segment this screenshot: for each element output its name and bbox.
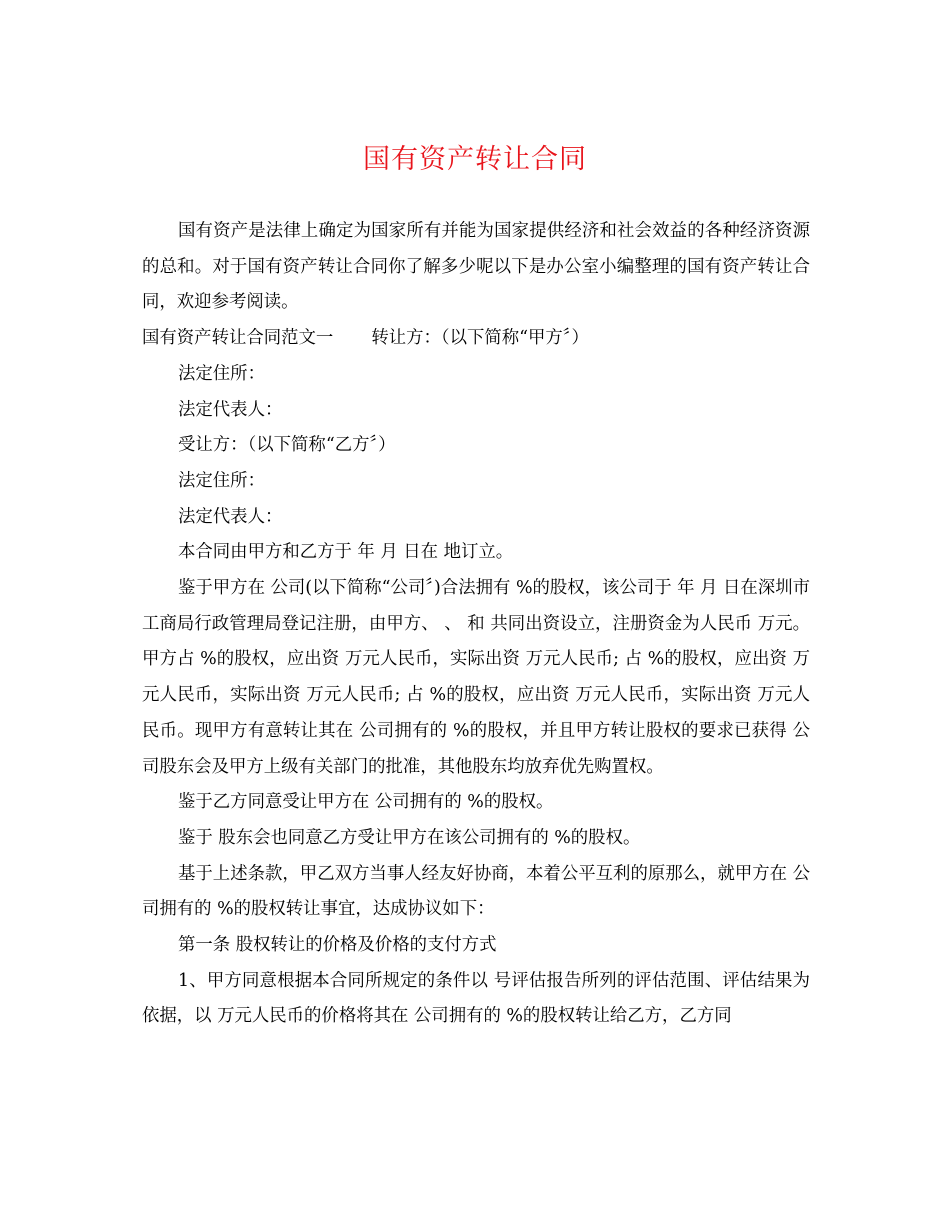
whereas-paragraph-2: 鉴于乙方同意受让甲方在 公司拥有的 %的股权。: [178, 792, 554, 813]
transferee-representative: 法定代表人：: [178, 506, 283, 527]
transferor-label: 转让方：（以下简称“甲方〞）: [371, 328, 589, 349]
agreement-paragraph: 基于上述条款，甲乙双方当事人经友好协商，本着公平互利的原那么，就甲方在 公司拥有的 %的股权转让事宜，达成协议如下：: [142, 863, 810, 920]
whereas-paragraph-3: 鉴于 股东会也同意乙方受让甲方在该公司拥有的 %的股权。: [178, 827, 641, 848]
sample-heading-line: [142, 321, 810, 357]
sample-heading: 国有资产转让合同范文一: [142, 328, 334, 349]
transferee-address: 法定住所：: [178, 470, 265, 491]
document-body: [142, 214, 810, 1035]
signing-paragraph: 本合同由甲方和乙方于 年 月 日在 地订立。: [178, 542, 514, 563]
transferor-representative: 法定代表人：: [178, 399, 283, 420]
article-1-title: 第一条 股权转让的价格及价格的支付方式: [178, 935, 497, 956]
article-1-item-1: 1、甲方同意根据本合同所规定的条件以 号评估报告所列的评估范围、评估结果为依据，以 万元人民币的价格将其在 公司拥有的 %的股权转让给乙方，乙方同: [142, 970, 810, 1027]
whereas-paragraph-1: 鉴于甲方在 公司(以下简称“公司〞)合法拥有 %的股权，该公司于 年 月 日在深圳市工商局行政管理局登记注册，由甲方、 、 和 共同出资设立，注册资金为人民币 万元。甲方占 %的股权，应出资 万元人民币，实际出资 万元人民币; 占 %的股权，应出资 万元人民币，实际出资 万元人民币; 占 %的股权，应出资 万元人民币，实际出资 万元人民币。现甲方有意转让其在 公司拥有的 %的股权，并且甲方转让股权的要求已获得 公司股东会及甲方上级有关部门的批准，其他股东均放弃优先购置权。: [142, 578, 810, 777]
transferor-address: 法定住所：: [178, 363, 265, 384]
intro-paragraph: 国有资产是法律上确定为国家所有并能为国家提供经济和社会效益的各种经济资源的总和。对于国有资产转让合同你了解多少呢以下是办公室小编整理的国有资产转让合同，欢迎参考阅读。: [142, 221, 810, 313]
document-title: 国有资产转让合同: [363, 144, 587, 175]
transferee-label: 受让方：（以下简称“乙方〞）: [178, 435, 396, 456]
